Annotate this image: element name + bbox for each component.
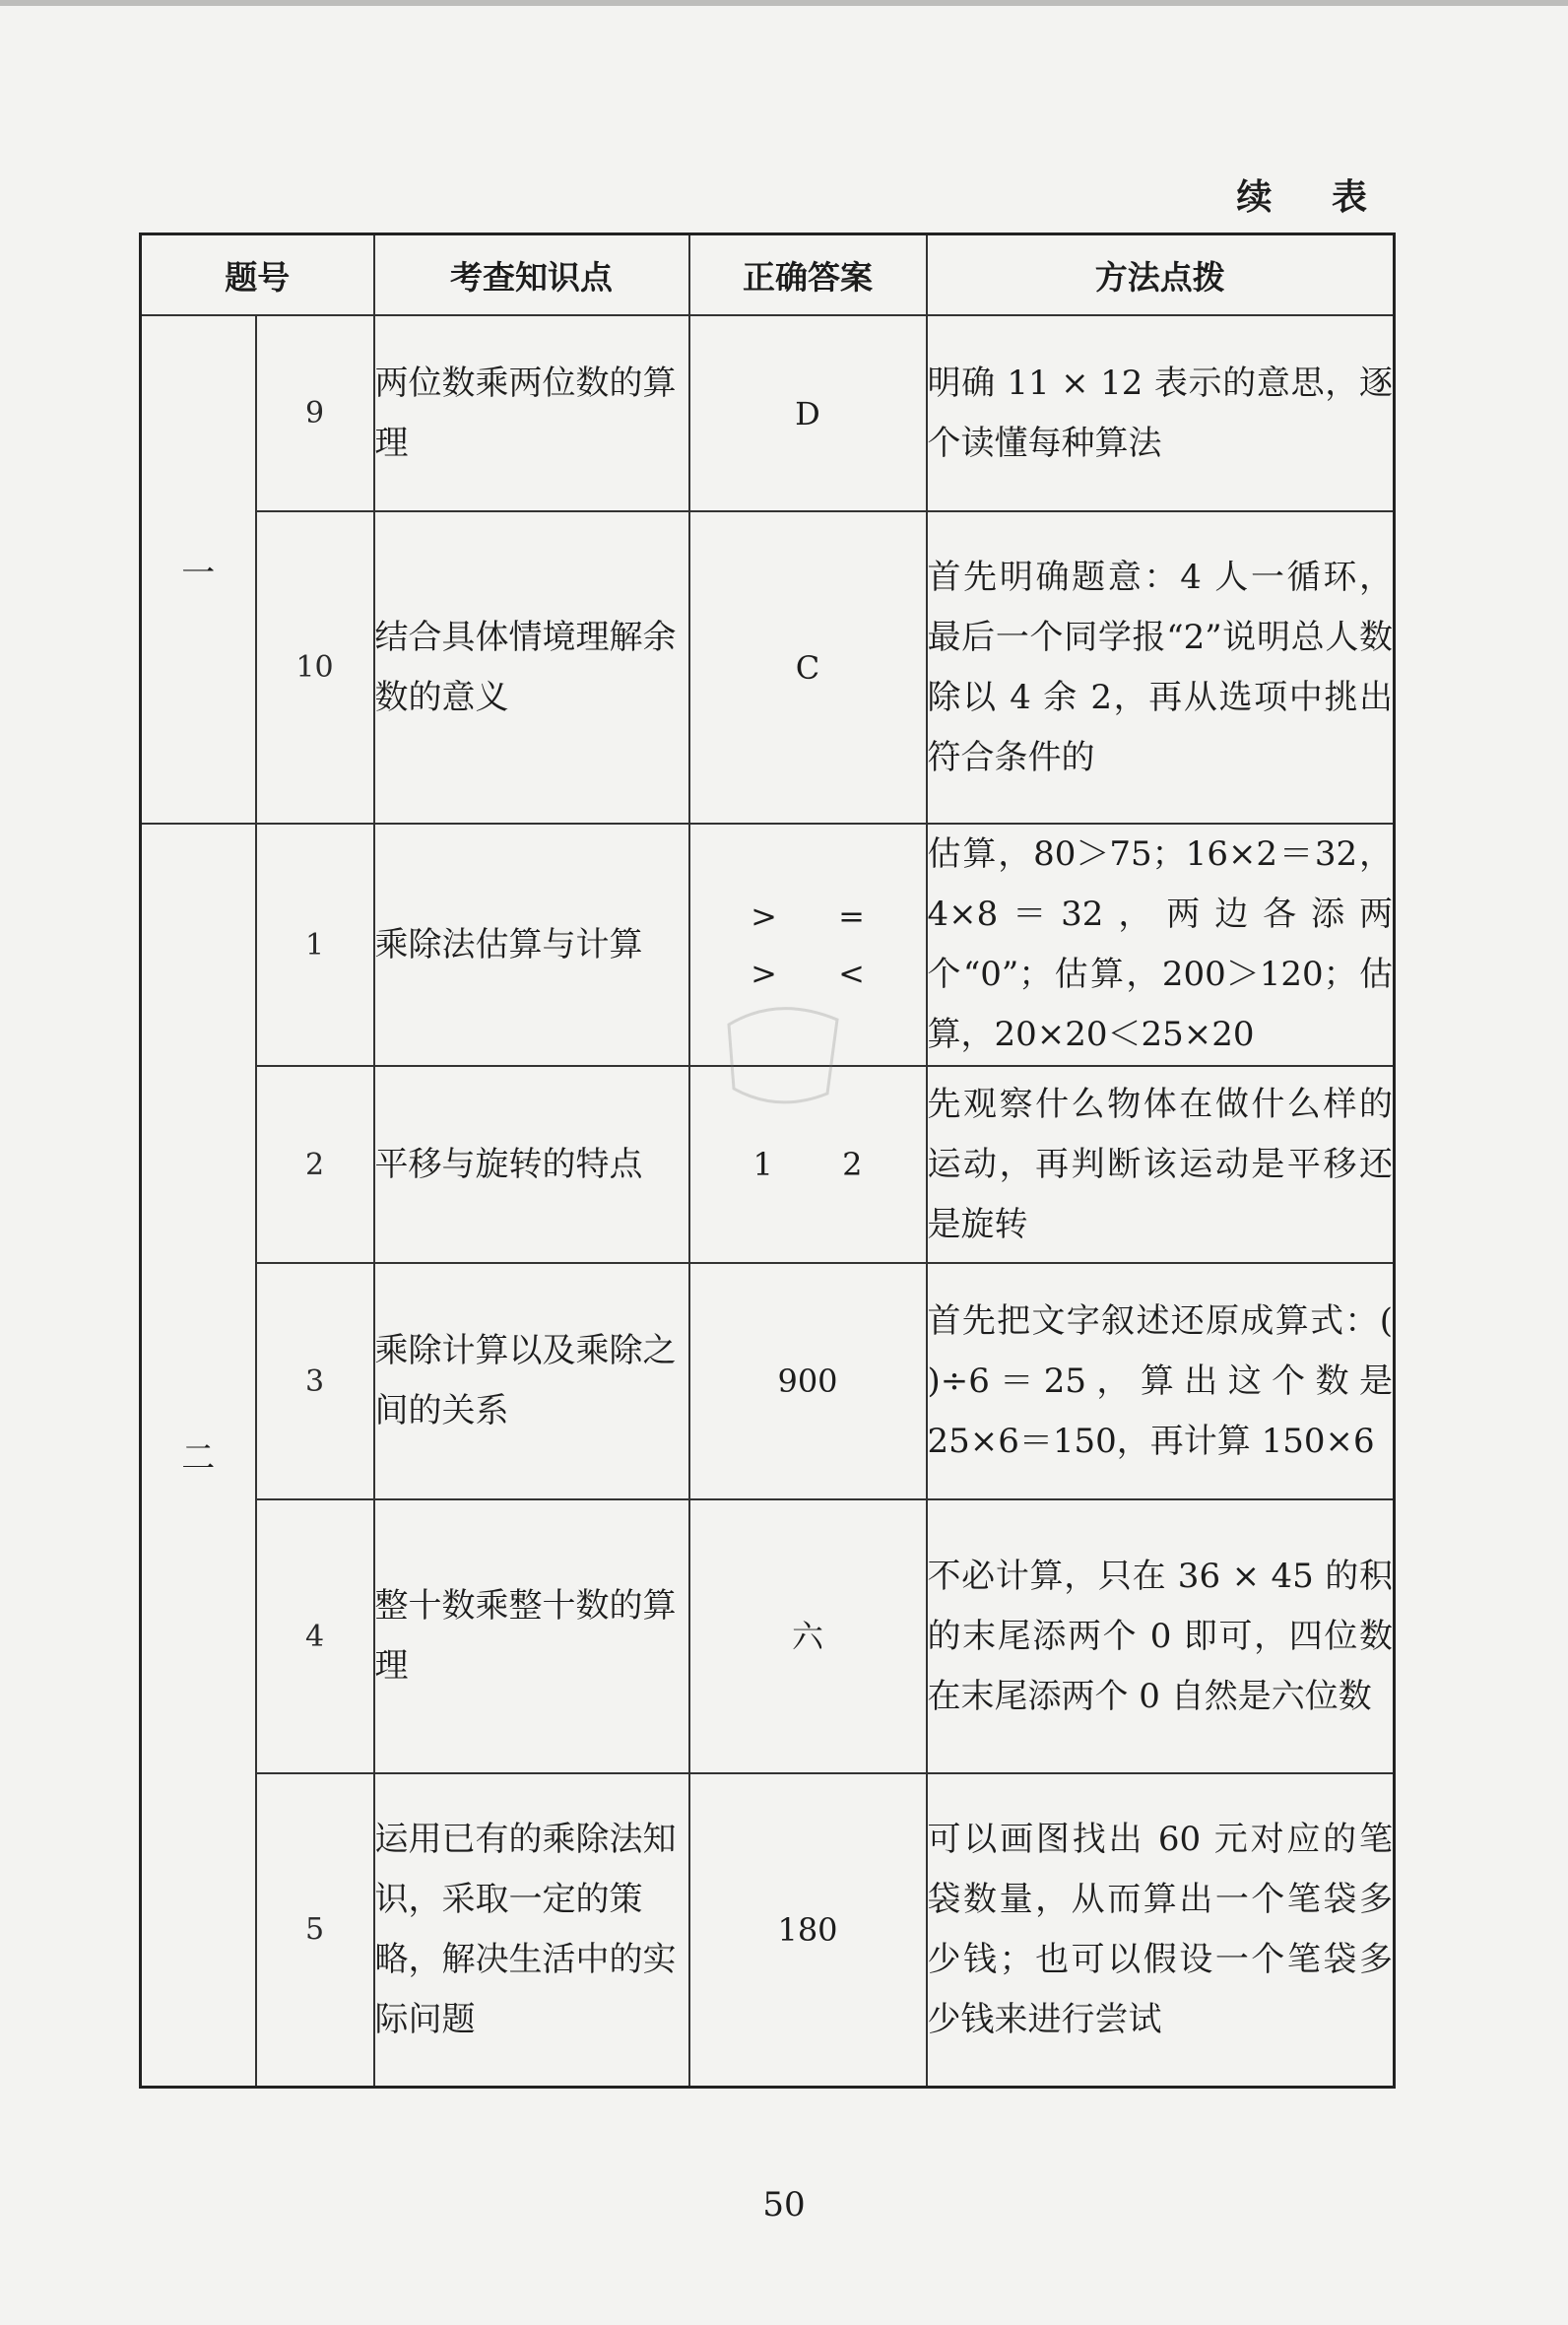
header-method-tip: 方法点拨 xyxy=(927,234,1395,316)
question-number: 10 xyxy=(256,511,374,824)
continued-label: 续 表 xyxy=(1236,177,1391,218)
question-number: 4 xyxy=(256,1499,374,1773)
section-label: 二 xyxy=(141,824,256,2087)
correct-answer: C xyxy=(689,511,927,824)
table-row xyxy=(141,315,1395,511)
knowledge-point: 乘除计算以及乘除之间的关系 xyxy=(374,1263,689,1499)
question-number: 1 xyxy=(256,824,374,1066)
knowledge-point: 平移与旋转的特点 xyxy=(374,1066,689,1263)
method-tip: 首先把文字叙述还原成算式：( )÷6＝25，算出这个数是 25×6＝150，再计算 150×6 xyxy=(927,1263,1395,1499)
question-number: 5 xyxy=(256,1773,374,2087)
method-tip: 可以画图找出 60 元对应的笔袋数量，从而算出一个笔袋多少钱；也可以假设一个笔袋多少钱来进行尝试 xyxy=(927,1773,1395,2087)
method-tip: 估算，80＞75；16×2＝32，4×8＝32，两边各添两个“0”；估算，200＞120；估算，20×20＜25×20 xyxy=(927,824,1395,1066)
method-tip: 不必计算，只在 36 × 45 的积的末尾添两个 0 即可，四位数在末尾添两个 0 自然是六位数 xyxy=(927,1499,1395,1773)
correct-answer: 180 xyxy=(689,1773,927,2087)
header-correct-answer: 正确答案 xyxy=(689,234,927,316)
knowledge-point: 两位数乘两位数的算理 xyxy=(374,315,689,511)
question-number: 9 xyxy=(256,315,374,511)
correct-answer: 1 2 xyxy=(689,1066,927,1263)
correct-answer: D xyxy=(689,315,927,511)
table-row xyxy=(141,824,1395,1066)
table-row xyxy=(141,511,1395,824)
answer-table xyxy=(139,232,1396,2089)
correct-answer: 六 xyxy=(689,1499,927,1773)
table-row xyxy=(141,1499,1395,1773)
answer-line: > < xyxy=(751,955,890,992)
question-number: 3 xyxy=(256,1263,374,1499)
method-tip: 先观察什么物体在做什么样的运动，再判断该运动是平移还是旋转 xyxy=(927,1066,1395,1263)
method-tip: 明确 11 × 12 表示的意思，逐个读懂每种算法 xyxy=(927,315,1395,511)
answer-line: > = xyxy=(751,897,890,935)
knowledge-point: 乘除法估算与计算 xyxy=(374,824,689,1066)
section-label: 一 xyxy=(141,315,256,824)
question-number: 2 xyxy=(256,1066,374,1263)
page-number: 50 xyxy=(762,2185,806,2225)
correct-answer: 900 xyxy=(689,1263,927,1499)
header-knowledge-point: 考查知识点 xyxy=(374,234,689,316)
knowledge-point: 结合具体情境理解余数的意义 xyxy=(374,511,689,824)
page-top-edge xyxy=(0,0,1568,6)
knowledge-point: 整十数乘整十数的算理 xyxy=(374,1499,689,1773)
table-row xyxy=(141,1066,1395,1263)
table-row xyxy=(141,1773,1395,2087)
method-tip: 首先明确题意：4 人一循环，最后一个同学报“2”说明总人数除以 4 余 2，再从选项中挑出符合条件的 xyxy=(927,511,1395,824)
correct-answer xyxy=(689,824,927,1066)
header-question-number: 题号 xyxy=(141,234,374,316)
table-row xyxy=(141,1263,1395,1499)
table-header-row xyxy=(141,234,1395,316)
knowledge-point: 运用已有的乘除法知识，采取一定的策略，解决生活中的实际问题 xyxy=(374,1773,689,2087)
